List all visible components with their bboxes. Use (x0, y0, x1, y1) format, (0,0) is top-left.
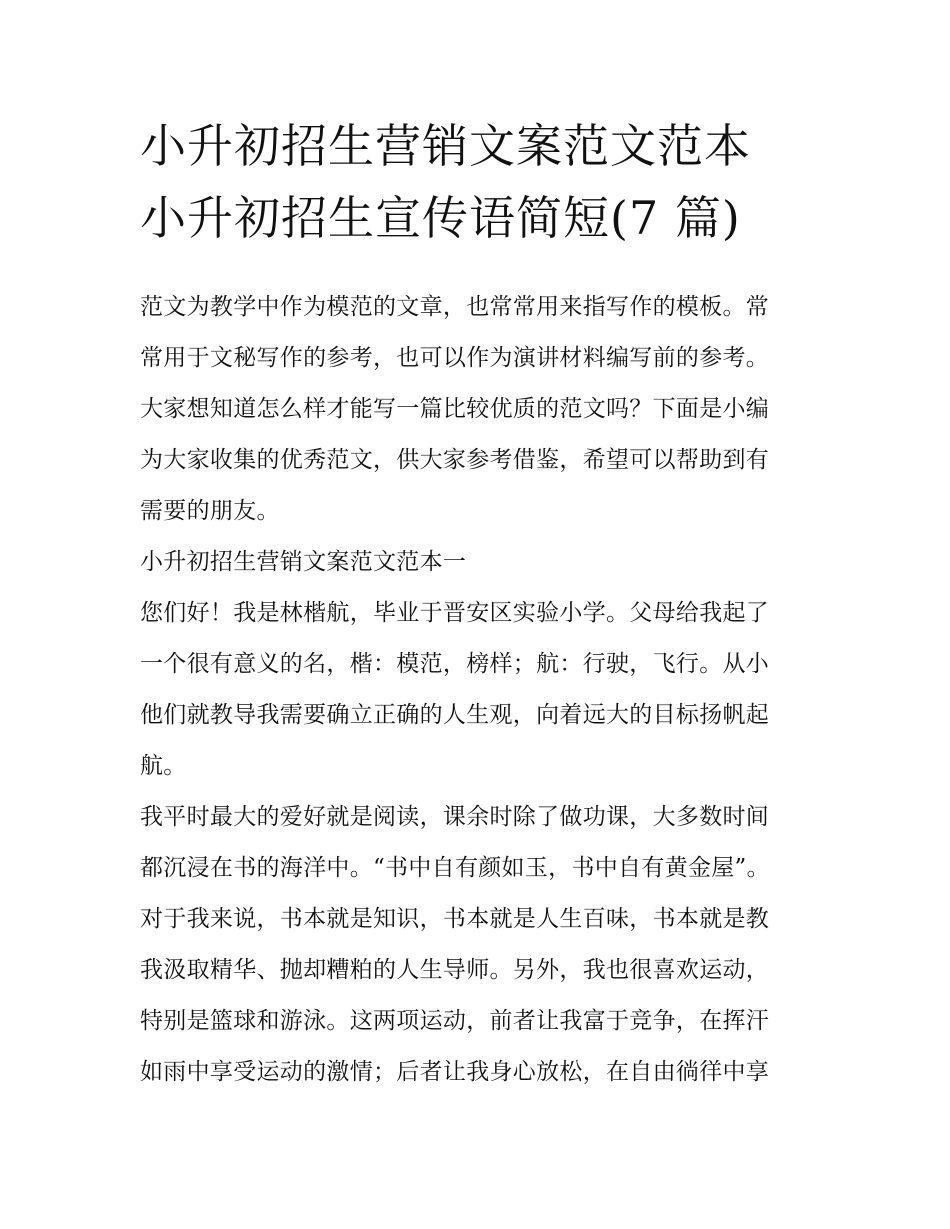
title-line-1: 小升初招生营销文案范文范本 (140, 119, 751, 173)
document-body (140, 282, 812, 1098)
text-line: 如雨中享受运动的激情；后者让我身心放松，在自由徜徉中享 (140, 1059, 770, 1085)
text-line: 我平时最大的爱好就是阅读，课余时除了做功课，大多数时间 (140, 804, 770, 830)
document-page (140, 110, 812, 1098)
text-line: 一个很有意义的名，楷：模范，榜样；航：行驶，飞行。从小 (140, 651, 770, 677)
text-line: 大家想知道怎么样才能写一篇比较优质的范文吗？下面是小编 (140, 396, 770, 422)
text-line: 我汲取精华、抛却糟粕的人生导师。另外，我也很喜欢运动， (140, 957, 770, 983)
section-heading-text: 小升初招生营销文案范文范本一 (140, 549, 467, 575)
document-title (140, 110, 812, 254)
text-line: 为大家收集的优秀范文，供大家参考借鉴，希望可以帮助到有 (140, 447, 770, 473)
text-line: 您们好！我是林楷航，毕业于晋安区实验小学。父母给我起了 (140, 600, 770, 626)
text-line: 他们就教导我需要确立正确的人生观，向着远大的目标扬帆起 (140, 702, 770, 728)
text-line: 特别是篮球和游泳。这两项运动，前者让我富于竞争，在挥汗 (140, 1008, 770, 1034)
intro-paragraph (140, 282, 812, 537)
text-line: 对于我来说，书本就是知识，书本就是人生百味，书本就是教 (140, 906, 770, 932)
body-paragraph (140, 792, 812, 1098)
text-line: 常用于文秘写作的参考，也可以作为演讲材料编写前的参考。 (140, 345, 770, 371)
title-line-2: 小升初招生宣传语简短(7 篇) (140, 191, 741, 245)
body-paragraph (140, 588, 812, 792)
text-line: 范文为教学中作为模范的文章，也常常用来指写作的模板。常 (140, 294, 770, 320)
text-line: 都沉浸在书的海洋中。“书中自有颜如玉，书中自有黄金屋”。 (140, 855, 770, 881)
section-heading (140, 537, 812, 588)
text-line: 需要的朋友。 (140, 498, 280, 524)
text-line: 航。 (140, 753, 187, 779)
